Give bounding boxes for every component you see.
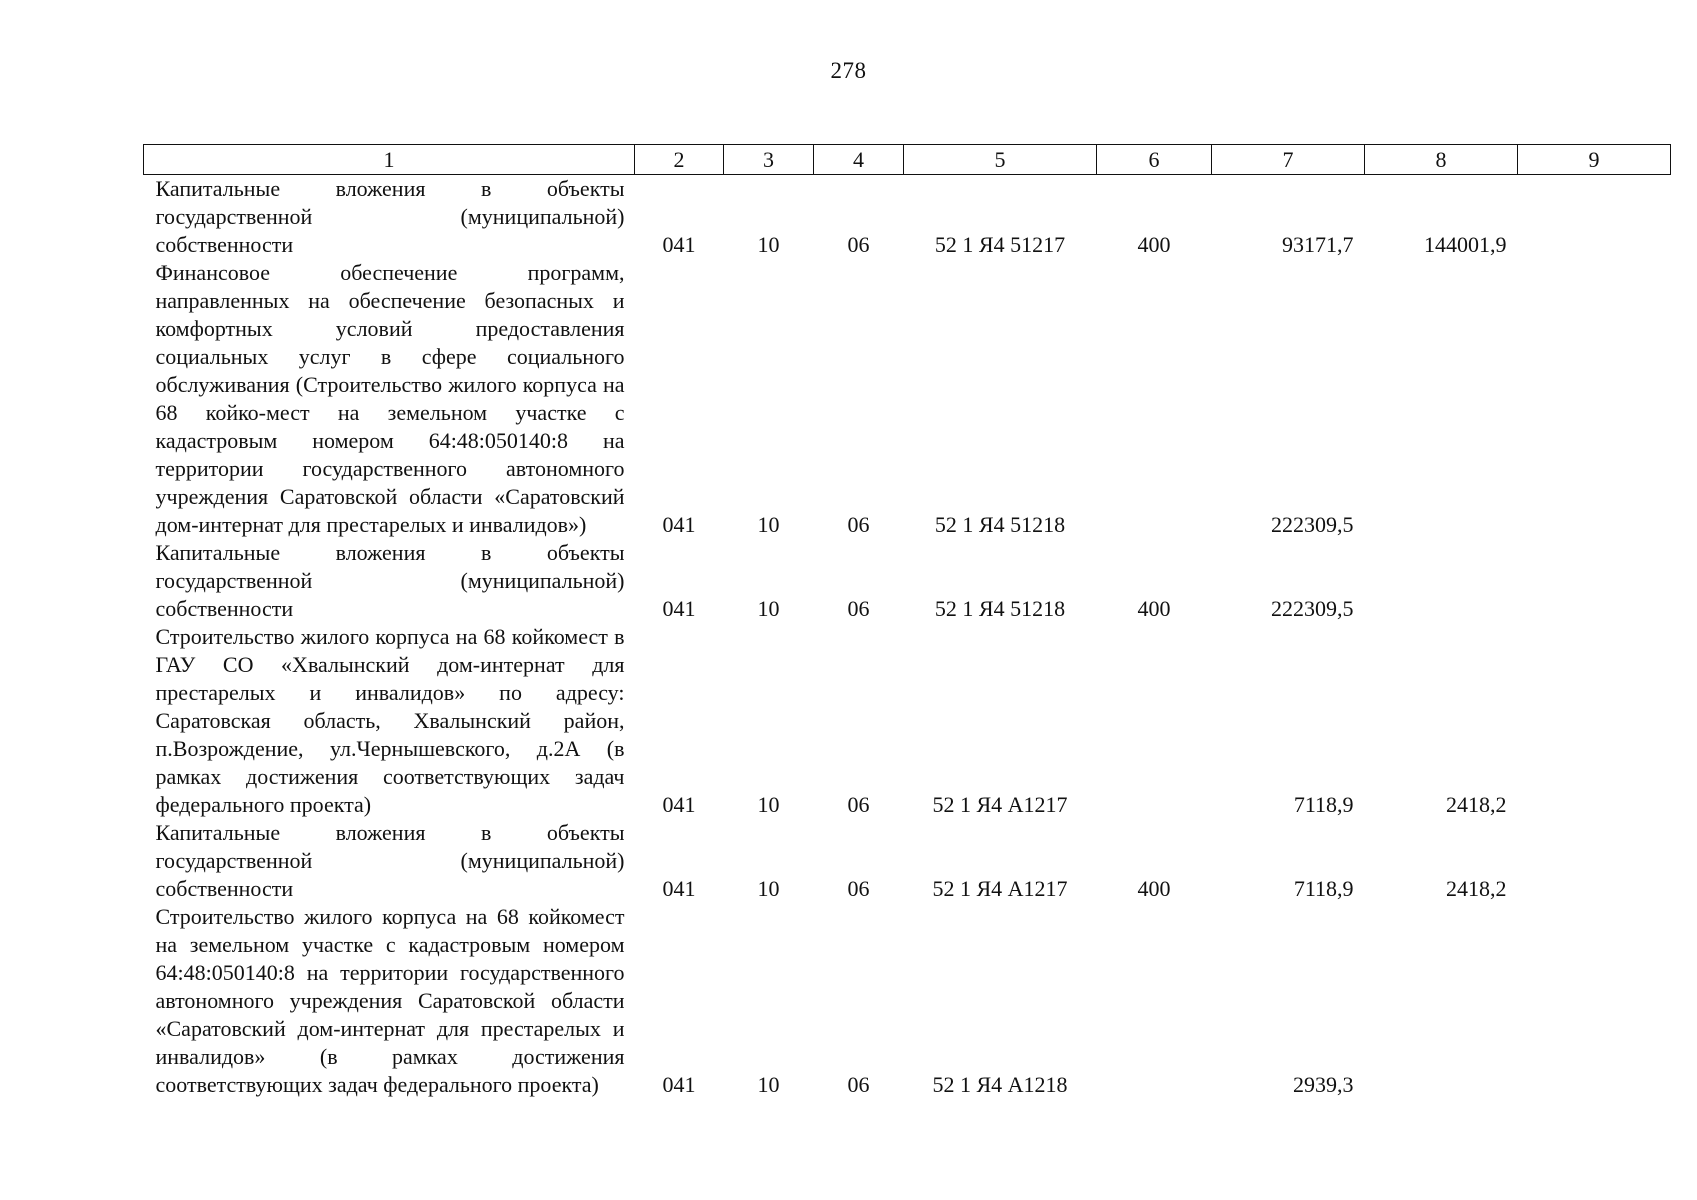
cell-col-9 <box>1518 903 1671 1099</box>
cell-col-5: 52 1 Я4 А1217 <box>932 792 1068 817</box>
row-description: Капитальные вложения в объекты государственной (муниципальной) собственности <box>155 176 625 257</box>
cell-col-6 <box>1097 903 1212 1099</box>
table-row <box>144 539 1671 623</box>
cell-col-4: 06 <box>847 876 870 901</box>
cell-col-3: 10 <box>757 232 780 257</box>
column-header: 9 <box>1518 145 1671 175</box>
column-header: 3 <box>724 145 814 175</box>
cell-col-5: 52 1 Я4 51218 <box>934 512 1066 537</box>
cell-col-3: 10 <box>757 1072 780 1097</box>
cell-col-8: 2418,2 <box>1446 792 1507 817</box>
cell-col-9 <box>1518 819 1671 903</box>
cell-col-3: 10 <box>757 792 780 817</box>
column-header: 6 <box>1097 145 1212 175</box>
cell-col-6: 400 <box>1137 596 1171 621</box>
cell-col-5: 52 1 Я4 А1218 <box>932 1072 1068 1097</box>
table-row <box>144 623 1671 819</box>
cell-col-2: 041 <box>662 232 696 257</box>
cell-col-9 <box>1518 175 1671 260</box>
cell-col-8: 144001,9 <box>1424 232 1507 257</box>
cell-col-4: 06 <box>847 232 870 257</box>
cell-col-7: 93171,7 <box>1282 232 1354 257</box>
cell-col-7: 7118,9 <box>1293 876 1354 901</box>
cell-col-8: 2418,2 <box>1446 876 1507 901</box>
row-description: Строительство жилого корпуса на 68 койкомест на земельном участке с кадастровым номером 64:48:050140:8 на территории государственного автономного учреждения Саратовской области «Саратовский дом-интернат для престарелых и инвалидов» (в рамках достижения соответствующих задач федерального проекта) <box>155 904 625 1097</box>
cell-col-9 <box>1518 623 1671 819</box>
cell-col-7: 222309,5 <box>1271 512 1354 537</box>
cell-col-6: 400 <box>1137 876 1171 901</box>
column-header: 1 <box>144 145 635 175</box>
cell-col-9 <box>1518 259 1671 539</box>
cell-col-4: 06 <box>847 1072 870 1097</box>
column-header: 7 <box>1212 145 1365 175</box>
cell-col-3: 10 <box>757 512 780 537</box>
row-description: Финансовое обеспечение программ, направленных на обеспечение безопасных и комфортных условий предоставления социальных услуг в сфере социального обслуживания (Строительство жилого корпуса на 68 койко-мест на земельном участке с кадастровым номером 64:48:050140:8 на территории государственного автономного учреждения Саратовской области «Саратовский дом-интернат для престарелых и инвалидов») <box>155 260 625 537</box>
cell-col-8 <box>1365 259 1518 539</box>
page-number: 278 <box>830 58 867 83</box>
cell-col-6 <box>1097 623 1212 819</box>
cell-col-2: 041 <box>662 512 696 537</box>
cell-col-4: 06 <box>847 596 870 621</box>
header-row <box>144 145 1671 175</box>
cell-col-7: 7118,9 <box>1293 792 1354 817</box>
cell-col-2: 041 <box>662 1072 696 1097</box>
column-header: 8 <box>1365 145 1518 175</box>
cell-col-5: 52 1 Я4 51217 <box>934 232 1066 257</box>
row-description: Капитальные вложения в объекты государственной (муниципальной) собственности <box>155 820 625 901</box>
cell-col-5: 52 1 Я4 51218 <box>934 596 1066 621</box>
cell-col-6: 400 <box>1137 232 1171 257</box>
cell-col-2: 041 <box>662 596 696 621</box>
cell-col-3: 10 <box>757 876 780 901</box>
row-description: Строительство жилого корпуса на 68 койкомест в ГАУ СО «Хвалынский дом-интернат для престарелых и инвалидов» по адресу: Саратовская область, Хвалынский район, п.Возрождение, ул.Чернышевского, д.2А (в рамках достижения соответствующих задач федерального проекта) <box>155 624 625 817</box>
table-row <box>144 819 1671 903</box>
table-row <box>144 903 1671 1099</box>
cell-col-5: 52 1 Я4 А1217 <box>932 876 1068 901</box>
cell-col-8 <box>1365 539 1518 623</box>
cell-col-2: 041 <box>662 792 696 817</box>
cell-col-8 <box>1365 903 1518 1099</box>
table-row <box>144 259 1671 539</box>
cell-col-2: 041 <box>662 876 696 901</box>
budget-table <box>143 144 1671 1099</box>
cell-col-7: 222309,5 <box>1271 596 1354 621</box>
cell-col-9 <box>1518 539 1671 623</box>
cell-col-4: 06 <box>847 792 870 817</box>
table-row <box>144 175 1671 260</box>
column-header: 4 <box>814 145 904 175</box>
column-header: 5 <box>904 145 1097 175</box>
row-description: Капитальные вложения в объекты государственной (муниципальной) собственности <box>155 540 625 621</box>
cell-col-4: 06 <box>847 512 870 537</box>
cell-col-3: 10 <box>757 596 780 621</box>
cell-col-7: 2939,3 <box>1293 1072 1354 1097</box>
cell-col-6 <box>1097 259 1212 539</box>
column-header: 2 <box>635 145 724 175</box>
